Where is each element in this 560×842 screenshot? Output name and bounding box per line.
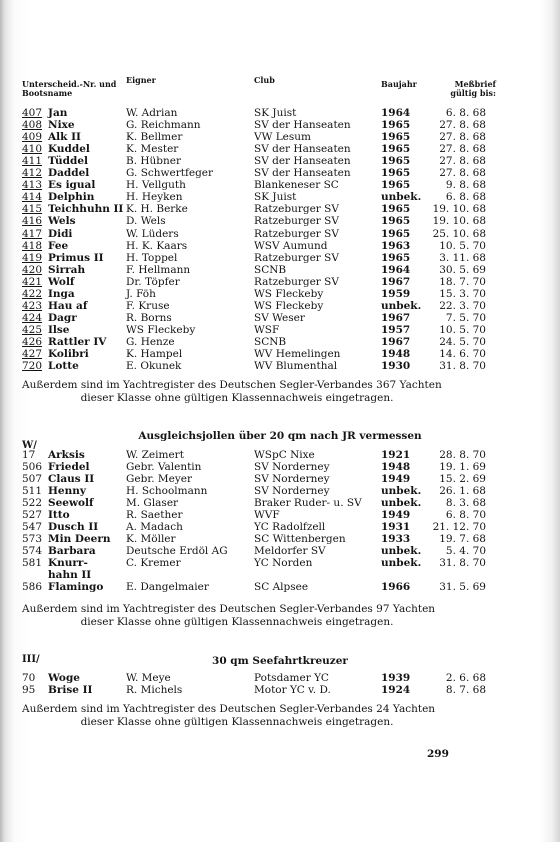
build-year: 1939 — [381, 672, 411, 684]
boat-number: 17 — [22, 449, 36, 461]
club-name: SV der Hanseaten — [254, 167, 351, 180]
certificate-date: 28. 8. 70 — [439, 449, 486, 461]
certificate-date: 3. 11. 68 — [439, 251, 486, 264]
owner-name: K. Bellmer — [126, 131, 183, 144]
boat-name: Seewolf — [48, 497, 94, 509]
boat-name: Delphin — [48, 191, 95, 204]
table-row — [0, 557, 560, 569]
table-row — [0, 131, 560, 143]
boat-number: 423 — [22, 299, 43, 312]
club-name: Blankeneser SC — [254, 179, 339, 192]
certificate-date: 5. 4. 70 — [445, 545, 486, 557]
build-year: 1965 — [381, 251, 411, 264]
owner-name: G. Henze — [126, 335, 175, 348]
boat-number: 586 — [22, 581, 43, 593]
owner-name: G. Schwertfeger — [126, 167, 214, 180]
build-year: 1965 — [381, 155, 411, 168]
build-year: 1931 — [381, 521, 411, 533]
owner-name: W. Adrian — [126, 107, 178, 119]
club-name: Potsdamer YC — [254, 672, 329, 684]
owner-name: K. Hampel — [126, 348, 183, 360]
owner-name: J. Föh — [126, 287, 156, 300]
owner-name: A. Madach — [126, 521, 183, 533]
build-year: 1921 — [381, 449, 411, 461]
certificate-date: 8. 3. 68 — [445, 497, 486, 509]
owner-name: H. Heyken — [126, 191, 183, 204]
header-club: Club — [254, 75, 275, 85]
owner-name: Gebr. Valentin — [126, 461, 202, 473]
boat-number: 547 — [22, 521, 43, 533]
header-cert: Meßbrief gültig bis: — [450, 79, 496, 98]
boat-name: Alk II — [48, 131, 81, 144]
boat-number: 415 — [22, 203, 43, 216]
table-row — [0, 143, 560, 155]
certificate-date: 9. 8. 68 — [445, 179, 486, 192]
build-year: 1924 — [381, 684, 411, 696]
boat-name: Wolf — [48, 275, 75, 288]
certificate-date: 6. 8. 68 — [445, 191, 486, 204]
certificate-date: 8. 7. 68 — [445, 684, 486, 696]
build-year: 1948 — [381, 348, 411, 360]
note-line: Außerdem sind im Yachtregister des Deutschen Segler-Verbandes 97 Yachten — [22, 603, 436, 615]
club-name: SV der Hanseaten — [254, 119, 351, 132]
club-name: WSV Aumund — [254, 239, 328, 252]
boat-number: 408 — [22, 119, 43, 132]
boat-name: Jan — [48, 107, 68, 119]
boat-number: 412 — [22, 167, 43, 180]
certificate-date: 25. 10. 68 — [432, 227, 486, 240]
club-name: WSF — [254, 323, 280, 336]
build-year: unbek. — [381, 545, 422, 557]
owner-name: E. Okunek — [126, 360, 182, 373]
club-name: Braker Ruder- u. SV — [254, 497, 362, 509]
boat-name: Teichhuhn II — [48, 203, 124, 216]
section2-note — [22, 603, 492, 629]
certificate-date: 21. 12. 70 — [432, 521, 486, 533]
section3-note — [22, 703, 492, 729]
owner-name: H. Schoolmann — [126, 485, 208, 497]
club-name: SK Juist — [254, 107, 297, 119]
certificate-date: 27. 8. 68 — [439, 119, 486, 132]
owner-name: Gebr. Meyer — [126, 473, 192, 485]
certificate-date: 19. 10. 68 — [432, 215, 486, 228]
table-row — [0, 545, 560, 557]
boat-number: 507 — [22, 473, 43, 485]
build-year: unbek. — [381, 497, 422, 509]
note-line: Außerdem sind im Yachtregister des Deutschen Segler-Verbandes 367 Yachten — [22, 379, 442, 391]
table-row — [0, 264, 560, 276]
table-row — [0, 240, 560, 252]
club-name: YC Norden — [254, 557, 313, 569]
owner-name: Dr. Töpfer — [126, 275, 180, 288]
boat-name: Barbara — [48, 545, 96, 557]
owner-name: R. Saether — [126, 509, 183, 521]
boat-number: 426 — [22, 335, 43, 348]
club-name: WS Fleckeby — [254, 299, 324, 312]
build-year: 1967 — [381, 275, 411, 288]
club-name: SV Norderney — [254, 461, 330, 473]
boat-number: 527 — [22, 509, 43, 521]
owner-name: E. Dangelmaier — [126, 581, 209, 593]
club-name: SV der Hanseaten — [254, 155, 351, 168]
table-row — [0, 473, 560, 485]
boat-name: Knurr- — [48, 557, 88, 569]
build-year: 1967 — [381, 311, 411, 324]
boat-number: 421 — [22, 275, 43, 288]
certificate-date: 19. 1. 69 — [439, 461, 486, 473]
club-name: Ratzeburger SV — [254, 251, 339, 264]
boat-name: hahn II — [48, 569, 92, 581]
table-row — [0, 167, 560, 179]
build-year: 1957 — [381, 323, 411, 336]
boat-number: 70 — [22, 672, 36, 684]
build-year: 1964 — [381, 263, 411, 276]
boat-name: Es igual — [48, 179, 96, 192]
boat-name: Nixe — [48, 119, 75, 132]
club-name: SV Weser — [254, 311, 305, 324]
table-row — [0, 288, 560, 300]
build-year: 1965 — [381, 119, 411, 132]
club-name: SK Juist — [254, 191, 297, 204]
table-row — [0, 684, 560, 696]
build-year: 1948 — [381, 461, 411, 473]
club-name: YC Radolfzell — [254, 521, 326, 533]
owner-name: G. Reichmann — [126, 119, 201, 132]
table-row — [0, 521, 560, 533]
build-year: 1967 — [381, 335, 411, 348]
header-year: Baujahr — [381, 79, 417, 89]
build-year: 1964 — [381, 107, 411, 119]
boat-name: Kuddel — [48, 143, 90, 156]
certificate-date: 24. 5. 70 — [439, 335, 486, 348]
note-line: dieser Klasse ohne gültigen Klassennachweis eingetragen. — [80, 392, 394, 404]
certificate-date: 27. 8. 68 — [439, 155, 486, 168]
boat-number: 424 — [22, 311, 43, 324]
table-row — [0, 228, 560, 240]
certificate-date: 27. 8. 68 — [439, 167, 486, 180]
club-name: VW Lesum — [254, 131, 312, 144]
certificate-date: 31. 8. 70 — [439, 557, 486, 569]
club-name: SV der Hanseaten — [254, 143, 351, 156]
club-name: Ratzeburger SV — [254, 275, 339, 288]
boat-number: 522 — [22, 497, 43, 509]
certificate-date: 27. 8. 68 — [439, 131, 486, 144]
club-name: WS Fleckeby — [254, 287, 324, 300]
table-row — [0, 119, 560, 131]
build-year: 1965 — [381, 167, 411, 180]
boat-number: 410 — [22, 143, 43, 156]
section2-title: Ausgleichsjollen über 20 qm nach JR vermessen — [138, 430, 422, 442]
club-name: WVF — [254, 509, 280, 521]
boat-number: 418 — [22, 239, 43, 252]
boat-name: Dagr — [48, 311, 77, 324]
table-row — [0, 360, 560, 372]
note-line: dieser Klasse ohne gültigen Klassennachweis eingetragen. — [80, 616, 394, 628]
club-name: SCNB — [254, 263, 287, 276]
table-row — [0, 276, 560, 288]
table-row — [0, 300, 560, 312]
boat-number: 419 — [22, 251, 43, 264]
owner-name: R. Michels — [126, 684, 183, 696]
certificate-date: 19. 10. 68 — [432, 203, 486, 216]
table-row — [0, 312, 560, 324]
build-year: 1949 — [381, 509, 411, 521]
certificate-date: 31. 5. 69 — [439, 581, 486, 593]
boat-name: Henny — [48, 485, 86, 497]
boat-name: Dusch II — [48, 521, 99, 533]
boat-name: Min Deern — [48, 533, 111, 545]
boat-name: Inga — [48, 287, 75, 300]
club-name: SV Norderney — [254, 485, 330, 497]
build-year: 1965 — [381, 227, 411, 240]
boat-number: 422 — [22, 287, 43, 300]
section3-title: 30 qm Seefahrtkreuzer — [212, 655, 348, 667]
boat-name: Kolibri — [48, 348, 89, 360]
certificate-date: 22. 3. 70 — [439, 299, 486, 312]
build-year: 1930 — [381, 360, 411, 373]
boat-number: 427 — [22, 348, 43, 360]
table-row — [0, 569, 560, 581]
build-year: 1965 — [381, 143, 411, 156]
boat-number: 420 — [22, 263, 43, 276]
build-year: 1965 — [381, 215, 411, 228]
boat-name: Claus II — [48, 473, 95, 485]
build-year: 1966 — [381, 581, 411, 593]
owner-name: C. Kremer — [126, 557, 181, 569]
table-row — [0, 179, 560, 191]
club-name: Ratzeburger SV — [254, 215, 339, 228]
certificate-date: 15. 3. 70 — [439, 287, 486, 300]
owner-name: R. Borns — [126, 311, 172, 324]
boat-number: 407 — [22, 107, 43, 119]
boat-name: Friedel — [48, 461, 90, 473]
boat-number: 574 — [22, 545, 43, 557]
table-row — [0, 461, 560, 473]
table-row — [0, 348, 560, 360]
club-name: Meldorfer SV — [254, 545, 326, 557]
owner-name: W. Meye — [126, 672, 171, 684]
boat-number: 425 — [22, 323, 43, 336]
boat-name: Tüddel — [48, 155, 88, 168]
certificate-date: 10. 5. 70 — [439, 323, 486, 336]
boat-number: 413 — [22, 179, 43, 192]
note-line: Außerdem sind im Yachtregister des Deutschen Segler-Verbandes 24 Yachten — [22, 703, 436, 715]
table-row — [0, 336, 560, 348]
owner-name: W. Lüders — [126, 227, 179, 240]
table-row — [0, 485, 560, 497]
owner-name: K. Mester — [126, 143, 179, 156]
club-name: SCNB — [254, 335, 287, 348]
boat-number: 720 — [22, 360, 43, 373]
certificate-date: 27. 8. 68 — [439, 143, 486, 156]
boat-name: Hau af — [48, 299, 88, 312]
build-year: 1933 — [381, 533, 411, 545]
build-year: unbek. — [381, 485, 422, 497]
club-name: SV Norderney — [254, 473, 330, 485]
table-row — [0, 509, 560, 521]
page-number: 299 — [427, 748, 449, 760]
certificate-date: 6. 8. 70 — [445, 509, 486, 521]
owner-name: K. H. Berke — [126, 203, 188, 216]
owner-name: H. K. Kaars — [126, 239, 188, 252]
table-row — [0, 252, 560, 264]
table-row — [0, 203, 560, 215]
header-id: Unterscheid.-Nr. und Bootsname — [22, 79, 117, 98]
owner-name: F. Hellmann — [126, 263, 191, 276]
boat-name: Wels — [48, 215, 76, 228]
boat-name: Daddel — [48, 167, 90, 180]
owner-name: D. Wels — [126, 215, 166, 228]
boat-name: Primus II — [48, 251, 104, 264]
build-year: 1965 — [381, 179, 411, 192]
owner-name: F. Kruse — [126, 299, 170, 312]
boat-name: Sirrah — [48, 263, 86, 276]
boat-number: 414 — [22, 191, 43, 204]
club-name: Motor YC v. D. — [254, 684, 331, 696]
certificate-date: 31. 8. 70 — [439, 360, 486, 373]
owner-name: Deutsche Erdöl AG — [126, 545, 228, 557]
build-year: unbek. — [381, 557, 422, 569]
certificate-date: 18. 7. 70 — [439, 275, 486, 288]
boat-number: 573 — [22, 533, 43, 545]
boat-name: Arksis — [48, 449, 85, 461]
table-row — [0, 533, 560, 545]
boat-name: Itto — [48, 509, 70, 521]
boat-number: 411 — [22, 155, 43, 168]
club-name: WV Hemelingen — [254, 348, 341, 360]
table-row — [0, 672, 560, 684]
boat-name: Ilse — [48, 323, 70, 336]
build-year: 1965 — [381, 203, 411, 216]
club-name: WV Blumenthal — [254, 360, 338, 373]
table-header — [0, 75, 560, 110]
certificate-date: 26. 1. 68 — [439, 485, 486, 497]
table-row — [0, 215, 560, 227]
club-name: Ratzeburger SV — [254, 203, 339, 216]
club-name: SC Wittenbergen — [254, 533, 346, 545]
build-year: unbek. — [381, 299, 422, 312]
table-row — [0, 191, 560, 203]
table-row — [0, 497, 560, 509]
certificate-date: 2. 6. 68 — [445, 672, 486, 684]
boat-name: Didi — [48, 227, 73, 240]
certificate-date: 10. 5. 70 — [439, 239, 486, 252]
owner-name: H. Vellguth — [126, 179, 186, 192]
build-year: 1963 — [381, 239, 411, 252]
certificate-date: 7. 5. 70 — [445, 311, 486, 324]
certificate-date: 30. 5. 69 — [439, 263, 486, 276]
boat-number: 506 — [22, 461, 43, 473]
boat-number: 409 — [22, 131, 43, 144]
table-row — [0, 324, 560, 336]
boat-number: 417 — [22, 227, 43, 240]
club-name: SC Alpsee — [254, 581, 309, 593]
certificate-date: 19. 7. 68 — [439, 533, 486, 545]
section1-note — [22, 379, 492, 405]
club-name: Ratzeburger SV — [254, 227, 339, 240]
boat-number: 95 — [22, 684, 36, 696]
boat-name: Rattler IV — [48, 335, 107, 348]
note-line: dieser Klasse ohne gültigen Klassennachweis eingetragen. — [80, 716, 394, 728]
owner-name: W. Zeimert — [126, 449, 184, 461]
boat-number: 416 — [22, 215, 43, 228]
owner-name: H. Toppel — [126, 251, 178, 264]
owner-name: B. Hübner — [126, 155, 182, 168]
build-year: unbek. — [381, 191, 422, 204]
club-name: WSpC Nixe — [254, 449, 315, 461]
table-row — [0, 107, 560, 119]
owner-name: K. Möller — [126, 533, 176, 545]
boat-name: Fee — [48, 239, 69, 252]
build-year: 1949 — [381, 473, 411, 485]
owner-name: M. Glaser — [126, 497, 179, 509]
certificate-date: 6. 8. 68 — [445, 107, 486, 119]
table-row — [0, 155, 560, 167]
certificate-date: 14. 6. 70 — [439, 348, 486, 360]
boat-number: 581 — [22, 557, 43, 569]
table-row — [0, 449, 560, 461]
boat-name: Flamingo — [48, 581, 104, 593]
section3-group-label: III/ — [22, 654, 40, 665]
certificate-date: 15. 2. 69 — [439, 473, 486, 485]
boat-number: 511 — [22, 485, 43, 497]
section2-group-label: W/ — [22, 440, 37, 451]
boat-name: Lotte — [48, 360, 79, 373]
build-year: 1959 — [381, 287, 411, 300]
owner-name: WS Fleckeby — [126, 323, 196, 336]
table-row — [0, 581, 560, 593]
build-year: 1965 — [381, 131, 411, 144]
header-owner: Eigner — [126, 75, 156, 85]
boat-name: Brise II — [48, 684, 93, 696]
boat-name: Woge — [48, 672, 80, 684]
